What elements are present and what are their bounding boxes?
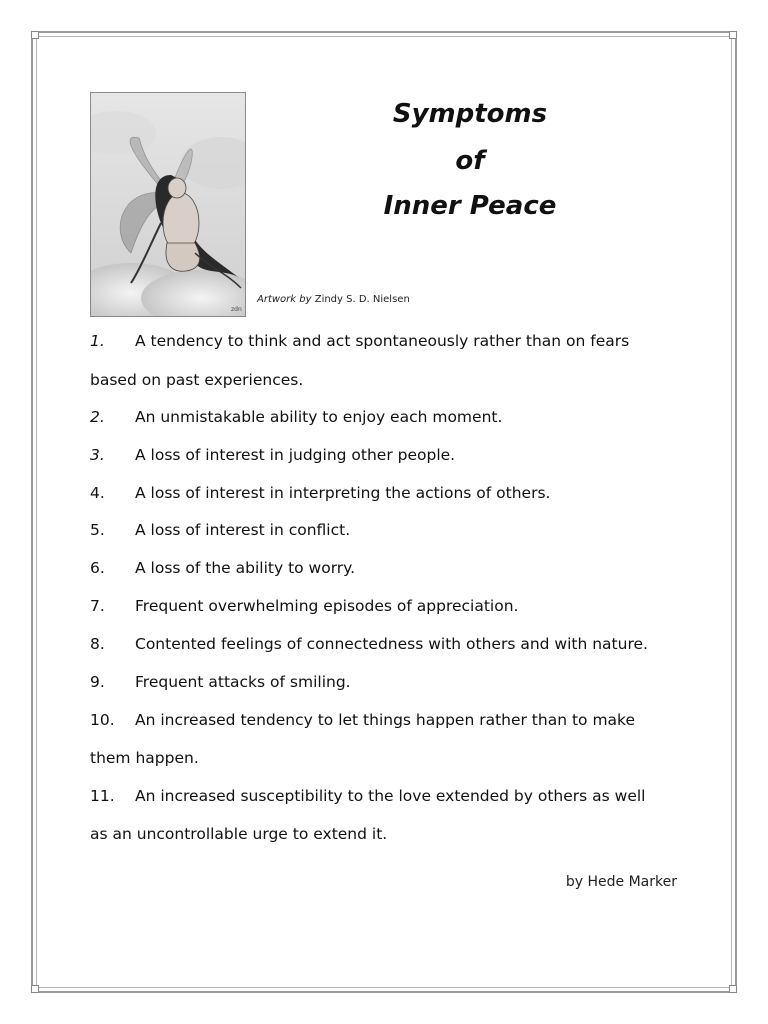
item-number: 2. bbox=[90, 408, 105, 426]
list-item bbox=[90, 599, 690, 615]
list-item bbox=[90, 561, 690, 577]
list-item bbox=[90, 334, 690, 350]
item-text: A loss of interest in judging other people. bbox=[135, 446, 456, 464]
list-item bbox=[90, 410, 690, 426]
item-number: 3. bbox=[90, 446, 105, 464]
item-continuation: them happen. bbox=[90, 749, 199, 767]
corner-ornament bbox=[31, 31, 39, 39]
item-number: 9. bbox=[90, 673, 105, 691]
credit-prefix: Artwork by bbox=[257, 294, 312, 305]
item-text: Contented feelings of connectedness with others and with nature. bbox=[135, 635, 648, 653]
item-text: An unmistakable ability to enjoy each moment. bbox=[135, 408, 503, 426]
item-text: An increased tendency to let things happen rather than to make bbox=[135, 711, 636, 729]
item-continuation: based on past experiences. bbox=[90, 371, 304, 389]
item-number: 7. bbox=[90, 597, 105, 615]
title-line-1: Symptoms bbox=[392, 99, 548, 129]
credit-artist: Zindy S. D. Nielsen bbox=[314, 294, 410, 305]
item-continuation: as an uncontrollable urge to extend it. bbox=[90, 825, 388, 843]
item-text: A loss of interest in interpreting the actions of others. bbox=[135, 484, 551, 502]
fairy-artwork-image bbox=[90, 92, 246, 317]
list-item bbox=[90, 789, 690, 805]
title-line-3: Inner Peace bbox=[383, 191, 557, 221]
list-item bbox=[90, 448, 690, 464]
item-number: 8. bbox=[90, 635, 105, 653]
item-number: 5. bbox=[90, 521, 105, 539]
item-text: Frequent attacks of smiling. bbox=[135, 673, 351, 691]
list-item bbox=[90, 523, 690, 539]
item-text: Frequent overwhelming episodes of appreciation. bbox=[135, 597, 519, 615]
item-text: A tendency to think and act spontaneously rather than on fears bbox=[135, 332, 630, 350]
list-item bbox=[90, 675, 690, 691]
corner-ornament bbox=[31, 985, 39, 993]
item-text: A loss of interest in conflict. bbox=[135, 521, 351, 539]
item-number: 1. bbox=[90, 332, 105, 350]
corner-ornament bbox=[729, 985, 737, 993]
item-number: 10. bbox=[90, 711, 115, 729]
item-number: 4. bbox=[90, 484, 105, 502]
author-byline: by Hede Marker bbox=[565, 874, 677, 890]
title-line-2: of bbox=[455, 146, 485, 176]
item-number: 6. bbox=[90, 559, 105, 577]
list-item bbox=[90, 486, 690, 502]
item-number: 11. bbox=[90, 787, 115, 805]
corner-ornament bbox=[729, 31, 737, 39]
item-text: A loss of the ability to worry. bbox=[135, 559, 356, 577]
list-item bbox=[90, 713, 690, 729]
artwork-credit bbox=[257, 294, 410, 305]
artwork-signature: zdn bbox=[231, 306, 242, 313]
item-text: An increased susceptibility to the love extended by others as well bbox=[135, 787, 646, 805]
list-item bbox=[90, 637, 690, 653]
